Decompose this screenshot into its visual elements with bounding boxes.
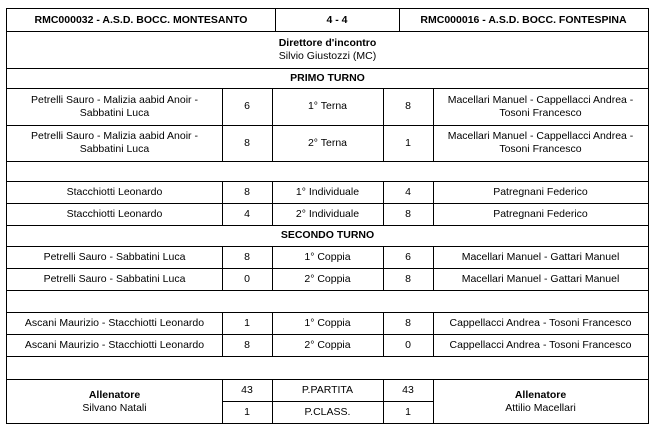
coppia-b2-label: 2° Coppia: [304, 338, 351, 351]
terna-2-away-score: 1: [405, 136, 411, 149]
coppia-a2-label: 2° Coppia: [304, 272, 351, 285]
individuale-1-home-score: 8: [244, 185, 250, 198]
away-class-points: 1: [405, 406, 411, 418]
director-name: Silvio Giustozzi (MC): [278, 49, 377, 62]
individuale-1-away-player: Patregnani Federico: [493, 185, 588, 198]
coppia-b2-home-players: Ascani Maurizio - Stacchiotti Leonardo: [24, 338, 205, 351]
rule: [7, 161, 648, 162]
rule: [7, 290, 648, 291]
home-class-points: 1: [244, 406, 250, 418]
terna-2-home-score: 8: [244, 136, 250, 149]
coppia-a1-home-players: Petrelli Sauro - Sabbatini Luca: [43, 250, 186, 263]
terna-2-label: 2° Terna: [307, 136, 348, 149]
terna-2-home-players: Petrelli Sauro - Malizia aabid Anoir - Sabbatini Luca: [31, 130, 198, 155]
individuale-2-label: 2° Individuale: [295, 207, 360, 220]
coppia-b2-away-players: Cappellacci Andrea - Tosoni Francesco: [449, 338, 632, 351]
home-team-header: RMC000032 - A.S.D. BOCC. MONTESANTO: [34, 13, 248, 26]
away-coach-label: Allenatore: [514, 388, 567, 401]
terna-1-away-score: 8: [405, 100, 411, 112]
home-coach-label: Allenatore: [88, 388, 141, 401]
match-report-sheet: [6, 8, 649, 424]
class-points-label: P.CLASS.: [304, 406, 351, 418]
individuale-2-home-score: 4: [244, 207, 250, 220]
individuale-1-home-player: Stacchiotti Leonardo: [66, 185, 163, 198]
away-partita-points: 43: [402, 383, 414, 396]
partita-points-label: P.PARTITA: [301, 383, 354, 396]
home-partita-points: 43: [241, 383, 253, 396]
director-label: Direttore d'incontro: [278, 36, 377, 49]
individuale-2-away-player: Patregnani Federico: [493, 207, 588, 220]
terna-2-away-players: Macellari Manuel - Cappellacci Andrea - Tosoni Francesco: [447, 130, 634, 155]
away-coach-name: Attilio Macellari: [505, 401, 576, 414]
coppia-b2-away-score: 0: [405, 338, 411, 351]
coppia-b2-home-score: 8: [244, 338, 250, 351]
coppia-b1-label: 1° Coppia: [304, 316, 351, 329]
coppia-a1-label: 1° Coppia: [304, 250, 351, 263]
coppia-a2-away-score: 8: [405, 272, 411, 285]
terna-1-away-players: Macellari Manuel - Cappellacci Andrea - Tosoni Francesco: [447, 93, 634, 119]
coppia-b1-home-players: Ascani Maurizio - Stacchiotti Leonardo: [24, 316, 205, 329]
terna-1-home-score: 6: [244, 100, 250, 112]
individuale-1-away-score: 4: [405, 185, 411, 198]
coppia-a2-away-players: Macellari Manuel - Gattari Manuel: [461, 272, 620, 285]
coppia-a1-away-players: Macellari Manuel - Gattari Manuel: [461, 250, 620, 263]
first-round-title: PRIMO TURNO: [290, 71, 365, 84]
coppia-a2-home-score: 0: [244, 272, 250, 285]
coppia-b1-home-score: 1: [244, 316, 250, 329]
rule: [7, 356, 648, 357]
individuale-2-home-player: Stacchiotti Leonardo: [66, 207, 163, 220]
coppia-a1-home-score: 8: [244, 250, 250, 263]
away-coach-block: [433, 379, 648, 424]
coppia-a2-home-players: Petrelli Sauro - Sabbatini Luca: [43, 272, 186, 285]
terna-1-home-players: Petrelli Sauro - Malizia aabid Anoir - Sabbatini Luca: [31, 93, 198, 119]
coppia-a1-away-score: 6: [405, 250, 411, 263]
match-score: 4 - 4: [326, 13, 348, 26]
home-coach-block: [7, 379, 222, 424]
home-coach-name: Silvano Natali: [82, 401, 147, 414]
away-team-header: RMC000016 - A.S.D. BOCC. FONTESPINA: [420, 13, 627, 26]
coppia-b1-away-players: Cappellacci Andrea - Tosoni Francesco: [449, 316, 632, 329]
individuale-1-label: 1° Individuale: [295, 185, 360, 198]
second-round-title: SECONDO TURNO: [280, 229, 375, 241]
individuale-2-away-score: 8: [405, 207, 411, 220]
terna-1-label: 1° Terna: [307, 100, 348, 112]
director-block: [7, 31, 648, 68]
coppia-b1-away-score: 8: [405, 316, 411, 329]
